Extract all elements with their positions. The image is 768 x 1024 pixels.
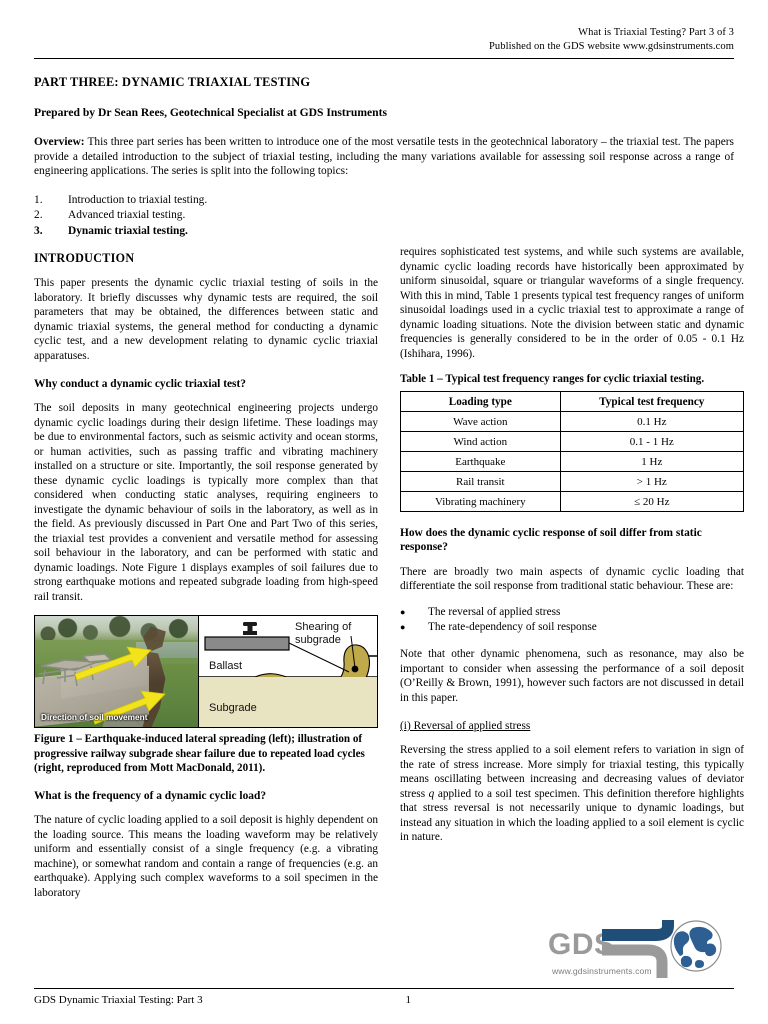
list-item (400, 620, 744, 636)
photo-caption-label: Direction of soil movement (41, 712, 148, 723)
list-item (34, 208, 734, 223)
reversal-paragraph (400, 743, 744, 845)
left-column (34, 251, 378, 900)
page-title: PART THREE: DYNAMIC TRIAXIAL TESTING (34, 75, 311, 89)
table-header-loading-type: Loading type (401, 392, 561, 412)
topic-number: 2. (34, 209, 43, 222)
table-1-caption: Table 1 – Typical test frequency ranges for cyclic triaxial testing. (400, 373, 705, 385)
bullet-icon: ● (400, 606, 406, 617)
frequency-paragraph: The nature of cyclic loading applied to a soil deposit is highly dependent on the loading source. This means the loading waveform may be relatively uniform and essentially consist of a single frequency (e.g. a vibrating machine), or somewhat random and contain a range of frequencies (e.g. an earthquake). Applying such complex waveforms to a soil specimen in the laboratory (34, 814, 378, 899)
svg-text:GDS: GDS (548, 928, 615, 961)
header-divider (34, 58, 734, 59)
frequency-heading: What is the frequency of a dynamic cyclic load? (34, 790, 267, 803)
right-column (400, 245, 744, 856)
figure-1-images (34, 615, 378, 728)
topic-label: Advanced triaxial testing. (68, 209, 186, 222)
diagram-label-ballast: Ballast (209, 660, 243, 673)
logo-url-text: www.gdsinstruments.com (552, 966, 652, 976)
page-footer (34, 988, 734, 1006)
why-paragraph: The soil deposits in many geotechnical engineering projects undergo dynamic cyclic loadings during their design lifetime. These loadings may be due to environmental factors, such as seismic activity and ocean storms, or human activities, such as passing traffic and vibrating machinery installed on a structure or site. Importantly, the soil response generated by these dynamic cyclic loadings is typically more complex than that considered when conducting static analyses, requiring engineers to investigate the dynamic behaviour of soils in the laboratory, as well as in the field. As previously discussed in Part One and Part Two of this series, the triaxial test provides a convenient and versatile method for assessing soil behaviour in the laboratory, and can be performed with static and dynamic loadings. Note Figure 1 displays examples of soil failures due to strong earthquake motions and repeated subgrade loading from high-speed rail transit. (34, 402, 378, 603)
table-cell-loading-type: Earthquake (401, 452, 561, 472)
topic-number: 1. (34, 193, 43, 206)
introduction-heading: INTRODUCTION (34, 251, 135, 265)
table-cell-frequency: 1 Hz (560, 452, 743, 472)
topic-list (34, 193, 734, 239)
table-cell-frequency: 0.1 - 1 Hz (560, 432, 743, 452)
introduction-paragraph: This paper presents the dynamic cyclic triaxial testing of soils in the laboratory. It briefly discusses why dynamic tests are required, the soil parameters that may be obtained, the differences between static and dynamic triaxial systems, the general method for conducting a dynamic cyclic test, and a new development relating to dynamic cyclic triaxial apparatuses. (34, 277, 378, 362)
soil-movement-arrows-icon (35, 616, 198, 727)
table-cell-frequency: ≤ 20 Hz (560, 492, 743, 512)
page-header (34, 26, 734, 54)
table-row (401, 432, 744, 452)
table-header-row (401, 392, 744, 412)
note-paragraph: Note that other dynamic phenomena, such as resonance, may also be important to consider when assessing the performance of a soil deposit (O’Reilly & Brown, 1991), however such factors are not discussed in detail in this paper. (400, 648, 744, 704)
overview-paragraph (34, 135, 734, 179)
topic-number: 3. (34, 224, 43, 237)
list-item (34, 224, 734, 239)
table-cell-frequency: > 1 Hz (560, 472, 743, 492)
table-row (401, 412, 744, 432)
table-row (401, 452, 744, 472)
table-row (401, 492, 744, 512)
reversal-text-b: applied to a soil test specimen. This definition therefore highlights that stress reversal is not necessarily unique to dynamic loadings, but instead any situation in which the loading applied to a soil element is cyclic in nature. (400, 787, 744, 844)
overview-label: Overview: (34, 136, 85, 148)
why-heading: Why conduct a dynamic cyclic triaxial test? (34, 378, 246, 390)
list-item (34, 193, 734, 208)
aspects-bullet-list (400, 605, 744, 636)
diagram-label-shearing: Shearing of subgrade (295, 621, 352, 646)
bullet-label: The reversal of applied stress (428, 605, 561, 618)
frequency-table (400, 391, 744, 512)
how-differs-heading: How does the dynamic cyclic response of soil differ from static response? (400, 527, 702, 554)
two-column-body (34, 246, 744, 900)
topic-label: Dynamic triaxial testing. (68, 224, 188, 237)
header-line-1: What is Triaxial Testing? Part 3 of 3 (578, 27, 734, 38)
table-cell-loading-type: Vibrating machinery (401, 492, 561, 512)
list-item (400, 605, 744, 621)
table-cell-loading-type: Wave action (401, 412, 561, 432)
author-line: Prepared by Dr Sean Rees, Geotechnical Specialist at GDS Instruments (34, 106, 387, 119)
earthquake-photo (35, 616, 199, 727)
deviator-stress-symbol: q (428, 787, 435, 800)
how-differs-paragraph: There are broadly two main aspects of dynamic cyclic loading that differentiate the soil response from traditional static behaviour. These are: (400, 565, 744, 593)
table-cell-loading-type: Wind action (401, 432, 561, 452)
gds-logo (544, 918, 734, 980)
continuation-paragraph: requires sophisticated test systems, and while such systems are available, dynamic cyclic loading records have historically been approximated by uniform sinusoidal, square or triangular waveforms of a single frequency. With this in mind, Table 1 presents typical test frequency ranges of uniform sinusoidal loadings used in a cyclic triaxial test to approximate a range of dynamic loading situations. Note the division between static and dynamic frequencies is generally considered to be in the order of 0.05 - 0.1 Hz (Ishihara, 1996). (400, 246, 744, 360)
table-cell-frequency: 0.1 Hz (560, 412, 743, 432)
title-block (34, 75, 734, 179)
overview-text: This three part series has been written to introduce one of the most versatile tests in the geotechnical laboratory – the triaxial test. The papers provide a detailed introduction to the subject of triaxial testing, including the many variations available for assessing soil response across a range of engineering applications. The series is split into the following topics: (34, 136, 734, 178)
railway-subgrade-diagram (199, 616, 377, 727)
figure-1-caption: Figure 1 – Earthquake-induced lateral spreading (left); illustration of progressive railway subgrade shear failure due to repeated load cycles (right, reproduced from Mott MacDonald, 2011). (34, 733, 365, 774)
header-line-2: Published on the GDS website www.gdsinstruments.com (488, 41, 734, 52)
footer-page-number: 1 (405, 994, 412, 1006)
diagram-label-subgrade: Subgrade (209, 702, 257, 715)
topic-label: Introduction to triaxial testing. (68, 193, 208, 206)
figure-1 (34, 615, 378, 775)
table-row (401, 472, 744, 492)
table-cell-loading-type: Rail transit (401, 472, 561, 492)
table-header-typical-frequency: Typical test frequency (560, 392, 743, 412)
footer-document-title: GDS Dynamic Triaxial Testing: Part 3 (34, 994, 203, 1006)
footer-divider (34, 988, 734, 989)
bullet-label: The rate-dependency of soil response (428, 621, 597, 634)
bullet-icon: ● (400, 622, 406, 633)
reversal-text-a: Reversing the stress applied to a soil element refers to variation in sign of the rate of stress increase. More simply for triaxial testing, this typically means oscillating between increasing and decreasing values of deviator stress (400, 744, 744, 800)
reversal-heading: (i) Reversal of applied stress (400, 720, 531, 732)
